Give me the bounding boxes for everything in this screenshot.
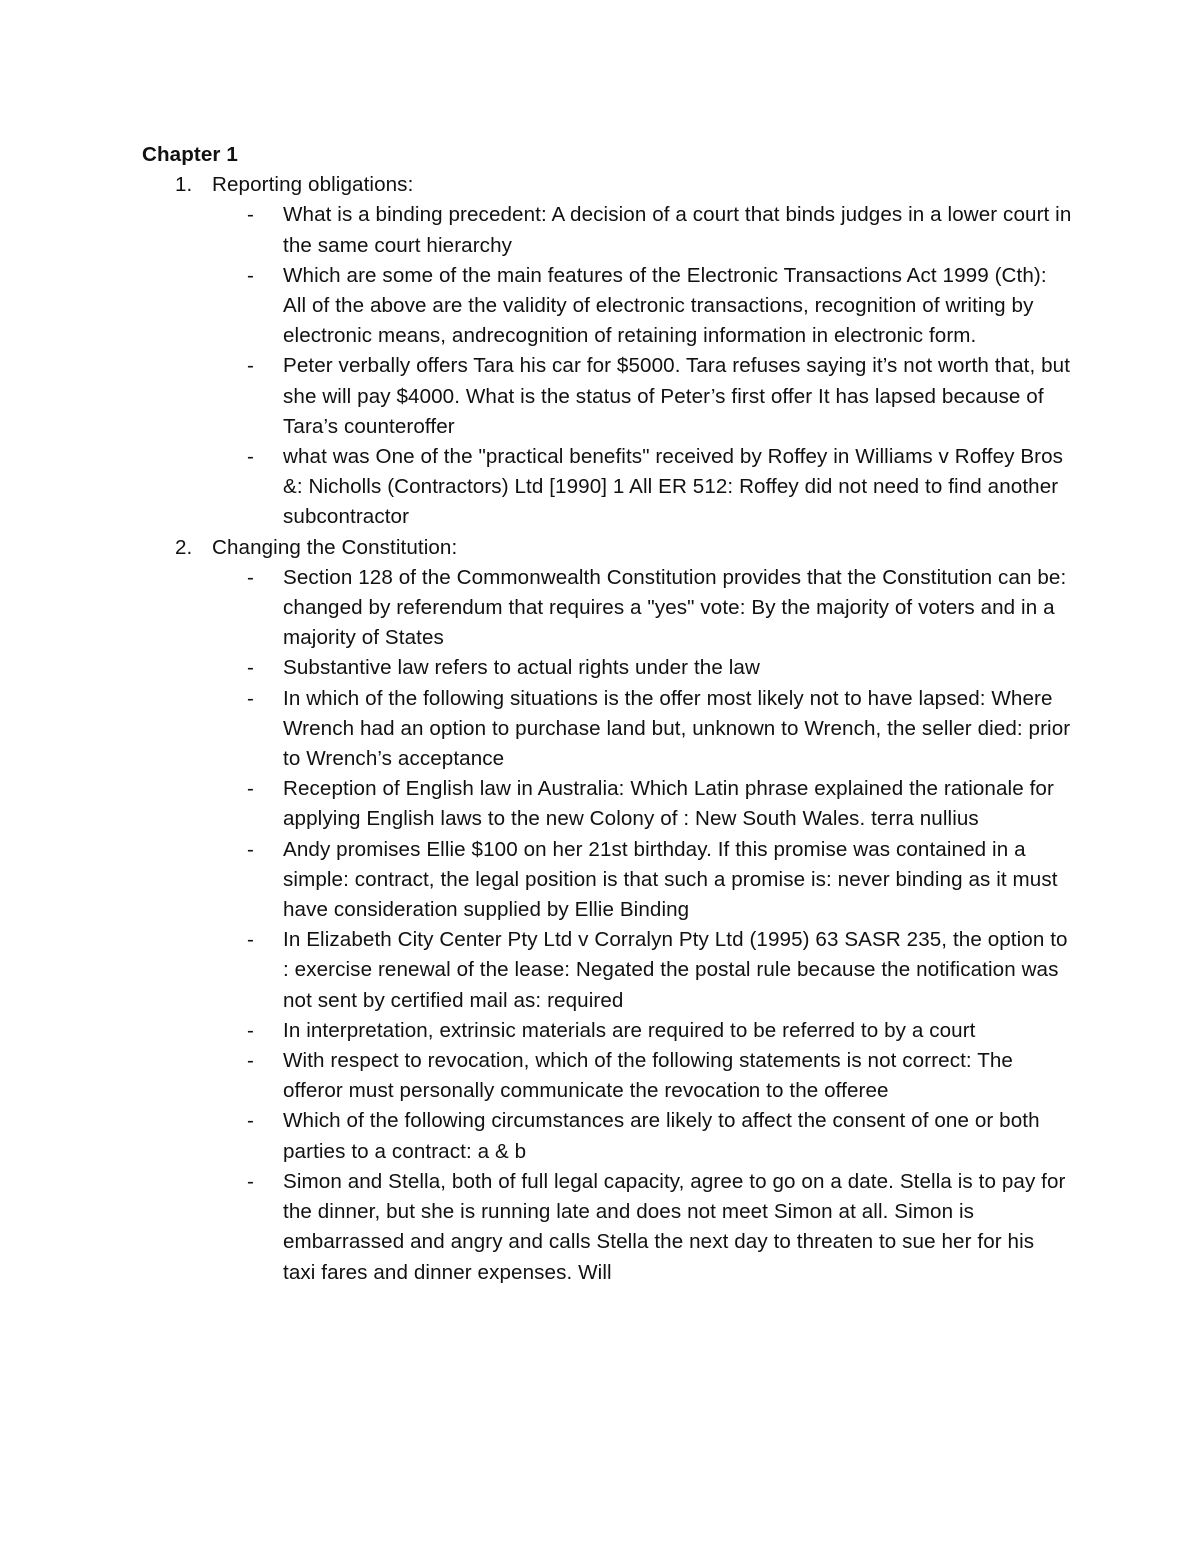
dash-bullet: - (247, 445, 254, 469)
dash-bullet: - (247, 1049, 254, 1073)
section-number: 1. (175, 173, 193, 197)
list-item (142, 1106, 1072, 1166)
list-item-text: With respect to revocation, which of the following statements is not correct: The offeror must personally communicate the revocation to the offeree (283, 1049, 1013, 1103)
list-item-text: Section 128 of the Commonwealth Constitution provides that the Constitution can be: changed by referendum that requires a "yes" vote: By the majority of voters and in a majority of States (283, 565, 1067, 650)
dash-bullet: - (247, 1169, 254, 1193)
section-heading (142, 533, 1072, 563)
dash-bullet: - (247, 928, 254, 952)
section-number: 2. (175, 535, 193, 559)
section-heading (142, 170, 1072, 200)
chapter-heading: Chapter 1 (142, 143, 238, 166)
list-item (142, 1046, 1072, 1106)
dash-bullet: - (247, 777, 254, 801)
list-item (142, 835, 1072, 926)
list-item-text: In Elizabeth City Center Pty Ltd v Corralyn Pty Ltd (1995) 63 SASR 235, the option to : exercise renewal of the lease: Negated the postal rule because the notification was not sent by certified mail as: required (283, 928, 1068, 1012)
list-item-text: Simon and Stella, both of full legal capacity, agree to go on a date. Stella is to pay for the dinner, but she is running late and does not meet Simon at all. Simon is embarrassed and angry and calls Stella the next day to threaten to sue her for his taxi fares and dinner expenses. Will (283, 1169, 1066, 1284)
dash-bullet: - (247, 656, 254, 680)
list-item-text: Andy promises Ellie $100 on her 21st birthday. If this promise was contained in a simple: contract, the legal position is that such a promise is: never binding as it must have consideration supplied by Ellie Binding (283, 837, 1058, 922)
list-item-text: In which of the following situations is the offer most likely not to have lapsed: Where Wrench had an option to purchase land but, unknown to Wrench, the seller died: prior to Wrench’s acceptance (283, 686, 1071, 771)
list-item-text: What is a binding precedent: A decision of a court that binds judges in a lower court in the same court hierarchy (283, 203, 1072, 257)
dash-bullet: - (247, 837, 254, 861)
bullet-list (142, 563, 1072, 1288)
document-body (142, 140, 1072, 1288)
section-changing-constitution (142, 533, 1072, 1288)
list-item-text: Substantive law refers to actual rights under the law (283, 656, 760, 680)
list-item (142, 653, 1072, 683)
list-item (142, 200, 1072, 260)
list-item (142, 563, 1072, 654)
list-item (142, 442, 1072, 533)
list-item (142, 261, 1072, 352)
list-item-text: what was One of the "practical benefits" received by Roffey in Williams v Roffey Bros &: Nicholls (Contractors) Ltd [1990] 1 All ER 512: Roffey did not need to find another subcontractor (283, 445, 1064, 529)
section-title: Changing the Constitution: (212, 535, 458, 559)
list-item-text: Reception of English law in Australia: Which Latin phrase explained the rationale for applying English laws to the new Colony of : New South Wales. terra nullius (283, 777, 1054, 831)
list-item-text: Which are some of the main features of the Electronic Transactions Act 1999 (Cth): All of the above are the validity of electronic transactions, recognition of writing by electronic means, andrecognition of retaining information in electronic form. (283, 263, 1047, 348)
section-reporting-obligations (142, 170, 1072, 532)
list-item (142, 1016, 1072, 1046)
dash-bullet: - (247, 263, 254, 287)
dash-bullet: - (247, 1109, 254, 1133)
list-item (142, 351, 1072, 442)
list-item (142, 684, 1072, 775)
bullet-list (142, 200, 1072, 532)
list-item (142, 774, 1072, 834)
list-item (142, 1167, 1072, 1288)
list-item-text: Peter verbally offers Tara his car for $5000. Tara refuses saying it’s not worth that, but she will pay $4000. What is the status of Peter’s first offer It has lapsed because of Tara’s counteroffer (283, 354, 1071, 438)
dash-bullet: - (247, 203, 254, 227)
dash-bullet: - (247, 686, 254, 710)
list-item (142, 925, 1072, 1016)
dash-bullet: - (247, 354, 254, 378)
section-title: Reporting obligations: (212, 173, 414, 197)
dash-bullet: - (247, 1018, 254, 1042)
list-item-text: Which of the following circumstances are likely to affect the consent of one or both parties to a contract: a & b (283, 1109, 1040, 1163)
dash-bullet: - (247, 565, 254, 589)
list-item-text: In interpretation, extrinsic materials are required to be referred to by a court (283, 1018, 976, 1042)
